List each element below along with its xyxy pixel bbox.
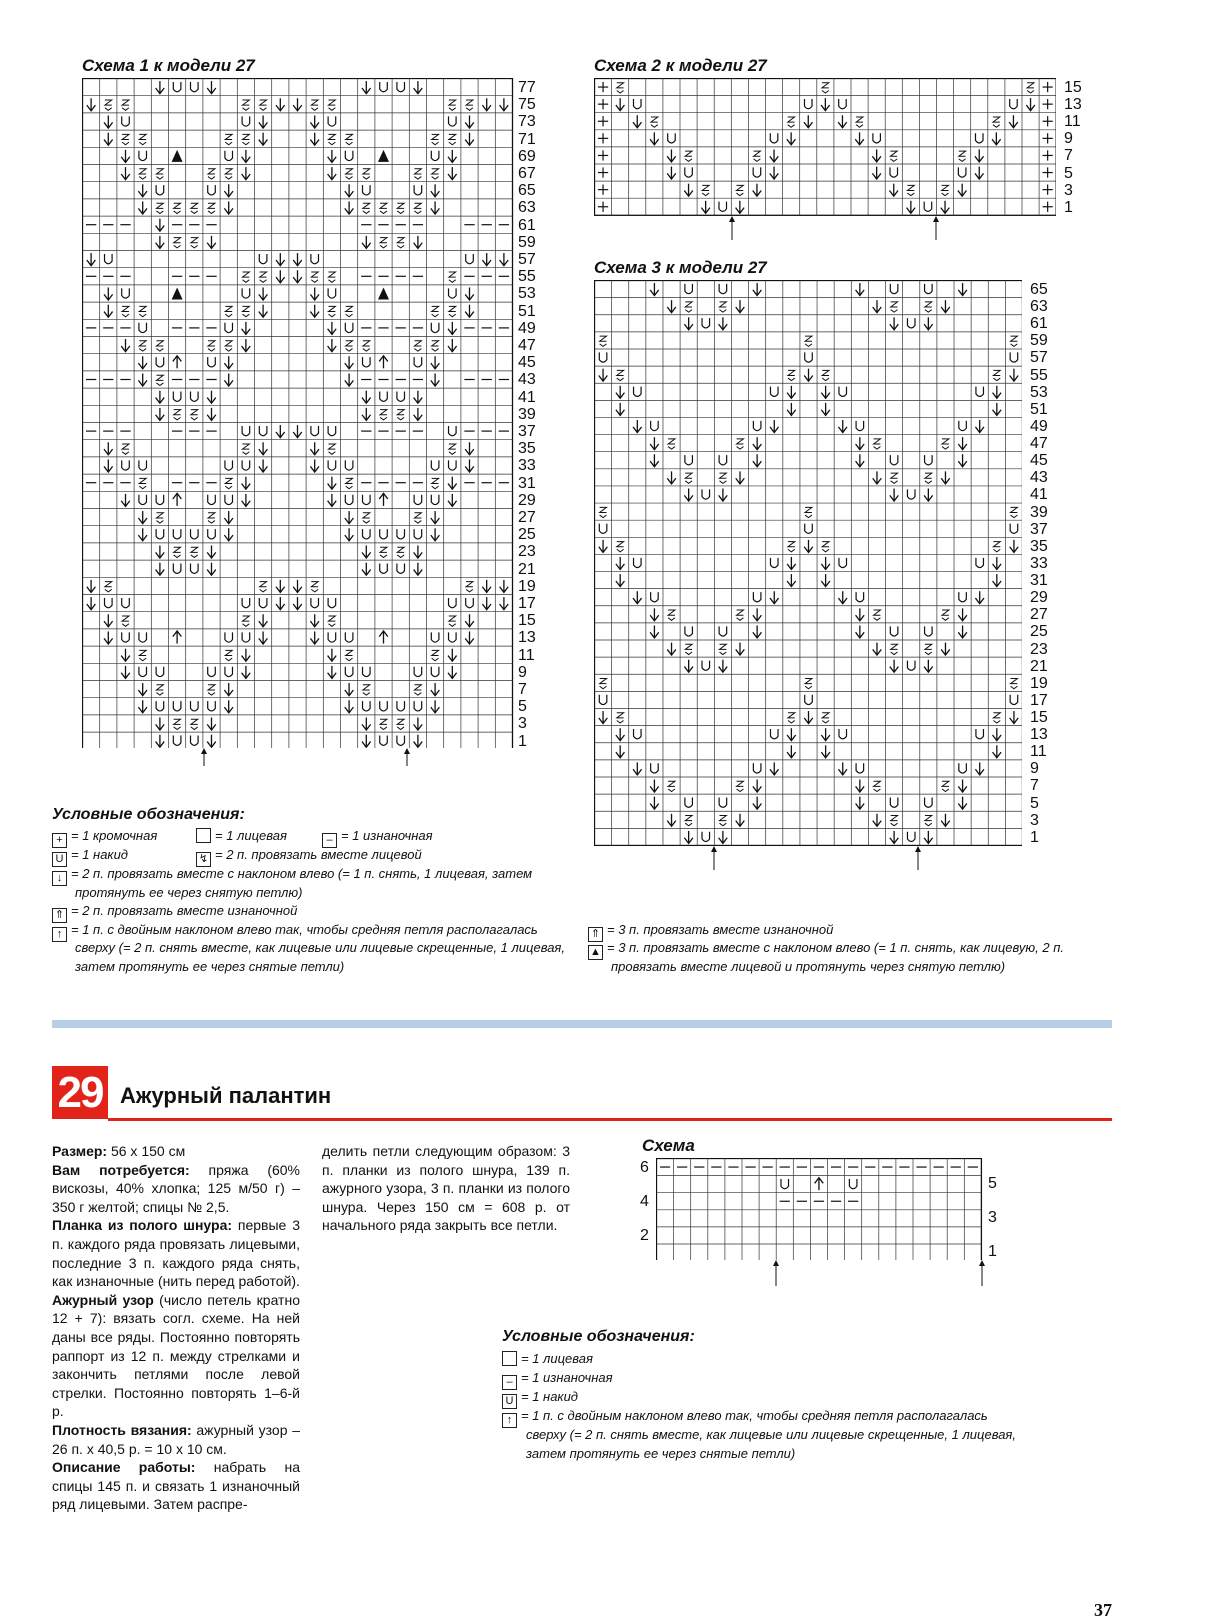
row-number: 13 xyxy=(1064,96,1082,114)
repeat-arrow-icon xyxy=(979,1260,985,1291)
legend-double-label: = 1 п. с двойным наклоном влево так, чтобы средняя петля располагалась xyxy=(71,922,538,937)
row-number: 43 xyxy=(518,371,536,389)
double-decrease-icon: ↑ xyxy=(52,927,67,942)
row-number: 47 xyxy=(518,337,536,354)
row-number: 35 xyxy=(518,440,536,458)
row-number: 53 xyxy=(1030,383,1048,401)
row-number: 49 xyxy=(518,319,536,337)
row-number: 23 xyxy=(518,543,536,561)
row-number: 7 xyxy=(1064,147,1073,165)
schema4-chart xyxy=(656,1158,984,1260)
row-number: 55 xyxy=(518,268,536,286)
row-number: 41 xyxy=(1030,486,1048,504)
yarn-over-icon: U xyxy=(52,852,67,867)
row-number: 45 xyxy=(1030,452,1048,470)
row-number: 33 xyxy=(1030,554,1048,572)
row-number: 27 xyxy=(518,509,536,526)
row-number: 57 xyxy=(518,251,536,268)
row-number: 39 xyxy=(1030,503,1048,521)
knit-stitch-icon xyxy=(502,1351,517,1366)
row-number: 11 xyxy=(1030,743,1047,761)
row-number: 9 xyxy=(1030,760,1039,778)
row-number: 49 xyxy=(1030,417,1048,435)
grid-border xyxy=(83,79,513,749)
row-number: 39 xyxy=(518,405,536,423)
paragraph-text: ажурный узор – 26 п. х 40,5 р. = 10 х 10 см. xyxy=(52,1421,300,1457)
row-number: 51 xyxy=(1030,400,1048,418)
repeat-arrow-icon xyxy=(404,748,410,771)
paragraph-lead: Ажурный узор xyxy=(52,1291,154,1308)
row-number: 31 xyxy=(1030,572,1048,590)
paragraph-lead: Вам потребуется: xyxy=(52,1161,190,1178)
schema1-title: Схема 1 к модели 27 xyxy=(82,56,255,75)
article-paragraph xyxy=(52,1216,300,1290)
legend3-double-label: = 1 п. с двойным наклоном влево так, чтобы средняя петля располагалась xyxy=(521,1408,988,1423)
paragraph-lead: Планка из полого шнура: xyxy=(52,1217,233,1234)
row-number: 3 xyxy=(1030,811,1039,829)
row-number: 7 xyxy=(518,681,527,698)
model-number-badge: 29 xyxy=(52,1066,108,1119)
row-number: 1 xyxy=(988,1243,997,1260)
row-number: 21 xyxy=(518,560,536,578)
row-number: 5 xyxy=(1064,164,1073,182)
schema2-title: Схема 2 к модели 27 xyxy=(594,56,767,75)
purl-stitch-icon: – xyxy=(502,1375,517,1390)
schema3-grid xyxy=(594,280,1022,846)
legend-yo-label: = 1 накид xyxy=(71,847,128,862)
row-number: 5 xyxy=(988,1175,997,1192)
row-number: 33 xyxy=(518,457,536,475)
article-column-1 xyxy=(52,1142,300,1514)
row-number: 55 xyxy=(1030,366,1048,384)
legend-double-label-cont: сверху (= 2 п. снять вместе, как лицевые или лицевые скрещенные, 1 лицевая, xyxy=(75,940,565,955)
row-number: 3 xyxy=(518,715,527,733)
row-number: 65 xyxy=(1030,281,1048,298)
row-number: 63 xyxy=(1030,298,1048,316)
article-title: Ажурный палантин xyxy=(120,1083,332,1108)
repeat-arrow-icon xyxy=(711,846,717,875)
row-number: 15 xyxy=(1030,709,1048,726)
article-paragraph xyxy=(52,1161,300,1217)
legend-k2tog-left-label: = 2 п. провязать вместе с наклоном влево (= 1 п. снять, 1 лицевая, затем xyxy=(71,866,533,881)
row-number: 19 xyxy=(1030,674,1048,692)
legend3-knit-label: = 1 лицевая xyxy=(521,1351,593,1366)
grid-border xyxy=(657,1159,982,1261)
legend-p2tog-label: = 2 п. провязать вместе изнаночной xyxy=(71,903,298,918)
row-number: 25 xyxy=(518,526,536,544)
row-number: 27 xyxy=(1030,606,1048,624)
repeat-arrow-icon xyxy=(729,216,735,245)
knit-stitch-icon xyxy=(196,828,211,843)
row-number: 63 xyxy=(518,199,536,217)
row-number: 4 xyxy=(640,1193,649,1210)
row-number: 75 xyxy=(518,96,536,114)
row-number: 61 xyxy=(518,216,536,234)
legend-k2tog-label: = 2 п. провязать вместе лицевой xyxy=(215,847,422,862)
legend-purl-label: = 1 изнаночная xyxy=(341,828,433,843)
row-number: 29 xyxy=(518,491,536,509)
row-number: 19 xyxy=(518,577,536,595)
paragraph-text: пряжа (60% вискозы, 40% хлопка; 125 м/50 г) – 350 г желтой; спицы № 2,5. xyxy=(52,1161,300,1215)
legend-edge-label: = 1 кромочная xyxy=(71,828,158,843)
paragraph-lead: Размер: xyxy=(52,1143,108,1159)
row-number: 6 xyxy=(640,1159,649,1176)
paragraph-text: (число петель кратно 12 + 7): вязать согл. схеме. На ней даны все ряды. Постоянно повторять раппорт из 12 п. между стрелками и закончить петлями после левой стрелки. Постоянно повторять 1–6-й р. xyxy=(52,1291,300,1420)
row-number: 11 xyxy=(1064,113,1081,131)
article-column-2: делить петли следующим образом: 3 п. планки из полого шнура, 139 п. ажурного узора, 3 п. планки из полого шнура. Через 150 см = 608 р. от начального ряда закрыть все петли. xyxy=(322,1143,570,1234)
row-number: 1 xyxy=(1064,198,1073,216)
legend-knit-label: = 1 лицевая xyxy=(215,828,287,843)
legend3-yo-label: = 1 накид xyxy=(521,1389,578,1404)
article-paragraph xyxy=(52,1291,300,1421)
row-number: 59 xyxy=(518,233,536,251)
paragraph-lead: Плотность вязания: xyxy=(52,1421,192,1438)
legend3-double-label-cont: затем протянуть ее через снятые петли) xyxy=(526,1446,796,1461)
row-number: 5 xyxy=(518,698,527,716)
schema3-chart xyxy=(594,280,1022,846)
row-number: 47 xyxy=(1030,435,1048,453)
legend-k3tog-left-label: = 3 п. провязать вместе с наклоном влево (= 1 п. снять, как лицевую, 2 п. xyxy=(607,940,1064,955)
schema1-chart xyxy=(82,78,514,748)
k3tog-left-icon: ▲ xyxy=(588,945,603,960)
schema2-chart xyxy=(594,78,1056,216)
legend-k2tog-left-label-cont: протянуть ее через снятую петлю) xyxy=(75,885,303,900)
row-number: 73 xyxy=(518,113,536,131)
article-paragraph xyxy=(52,1142,300,1161)
section-divider xyxy=(52,1020,1112,1028)
article-paragraph xyxy=(52,1421,300,1458)
double-decrease-icon: ↑ xyxy=(502,1413,517,1428)
legend-p3tog-label: = 3 п. провязать вместе изнаночной xyxy=(607,922,834,937)
row-number: 13 xyxy=(518,629,536,647)
grid-border xyxy=(595,281,1023,846)
row-number: 57 xyxy=(1030,349,1048,367)
repeat-arrow-icon xyxy=(201,748,207,771)
p3tog-icon: ⇑ xyxy=(588,927,603,942)
legend-k3tog-left-label-cont: провязать вместе лицевой и протянуть через снятую петлю) xyxy=(611,959,1006,974)
legend1-title: Условные обозначения: xyxy=(52,806,245,823)
repeat-arrow-icon xyxy=(773,1260,779,1291)
row-number: 67 xyxy=(518,165,536,182)
k2tog-left-icon: ↓ xyxy=(52,871,67,886)
row-number: 71 xyxy=(518,130,536,148)
row-number: 15 xyxy=(1064,79,1082,96)
row-number: 5 xyxy=(1030,794,1039,812)
schema4-grid xyxy=(656,1158,984,1260)
article-paragraph xyxy=(52,1458,300,1514)
row-number: 35 xyxy=(1030,537,1048,555)
schema3-title: Схема 3 к модели 27 xyxy=(594,258,767,277)
row-number: 61 xyxy=(1030,315,1048,333)
legend-knit xyxy=(196,826,287,845)
row-number: 45 xyxy=(518,354,536,372)
page-number: 37 xyxy=(1094,1600,1112,1620)
edge-stitch-icon: + xyxy=(52,833,67,848)
row-number: 9 xyxy=(518,663,527,681)
repeat-arrow-icon xyxy=(915,846,921,875)
row-number: 3 xyxy=(988,1209,997,1226)
row-number: 2 xyxy=(640,1227,649,1244)
row-number: 23 xyxy=(1030,640,1048,658)
paragraph-text: первые 3 п. каждого ряда провязать лицевыми, последние 3 п. каждого ряда снять, как изнаночные (нить перед работой). xyxy=(52,1217,300,1290)
title-underline xyxy=(108,1118,1112,1121)
paragraph-lead: Описание работы: xyxy=(52,1459,196,1476)
row-number: 37 xyxy=(1030,520,1048,538)
row-number: 41 xyxy=(518,388,536,406)
row-number: 1 xyxy=(518,732,527,750)
legend-double-label-cont: затем протянуть ее через снятые петли) xyxy=(75,959,345,974)
row-number: 65 xyxy=(518,182,536,200)
row-number: 31 xyxy=(518,474,536,492)
row-number: 77 xyxy=(518,79,536,96)
row-number: 53 xyxy=(518,285,536,303)
row-number: 37 xyxy=(518,423,536,440)
legend3-double-label-cont: сверху (= 2 п. снять вместе, как лицевые или лицевые скрещенные, 1 лицевая, xyxy=(526,1427,1016,1442)
row-number: 59 xyxy=(1030,332,1048,350)
row-number: 69 xyxy=(518,147,536,165)
schema1-grid xyxy=(82,78,514,748)
p2tog-icon: ⇑ xyxy=(52,908,67,923)
row-number: 15 xyxy=(518,612,536,630)
row-number: 17 xyxy=(1030,691,1048,709)
k2tog-icon: ↯ xyxy=(196,852,211,867)
row-number: 11 xyxy=(518,646,535,664)
row-number: 7 xyxy=(1030,777,1039,795)
legend3-purl-label: = 1 изнаночная xyxy=(521,1370,613,1385)
row-number: 21 xyxy=(1030,657,1048,675)
paragraph-text: набрать на спицы 145 п. и связать 1 изнаночный ряд лицевыми. Затем распре- xyxy=(52,1459,300,1513)
paragraph-text: 56 х 150 см xyxy=(107,1143,186,1159)
repeat-arrow-icon xyxy=(933,216,939,245)
row-number: 25 xyxy=(1030,623,1048,641)
row-number: 29 xyxy=(1030,589,1048,607)
row-number: 43 xyxy=(1030,469,1048,487)
schema2-grid xyxy=(594,78,1056,216)
row-number: 3 xyxy=(1064,181,1073,199)
legend3-knit xyxy=(502,1349,593,1368)
purl-stitch-icon: – xyxy=(322,833,337,848)
schema4-title: Схема xyxy=(642,1136,695,1155)
row-number: 13 xyxy=(1030,726,1048,744)
yarn-over-icon: U xyxy=(502,1394,517,1409)
legend3-title: Условные обозначения: xyxy=(502,1328,695,1345)
row-number: 1 xyxy=(1030,828,1039,846)
row-number: 51 xyxy=(518,302,536,320)
row-number: 17 xyxy=(518,595,536,612)
row-number: 9 xyxy=(1064,130,1073,148)
